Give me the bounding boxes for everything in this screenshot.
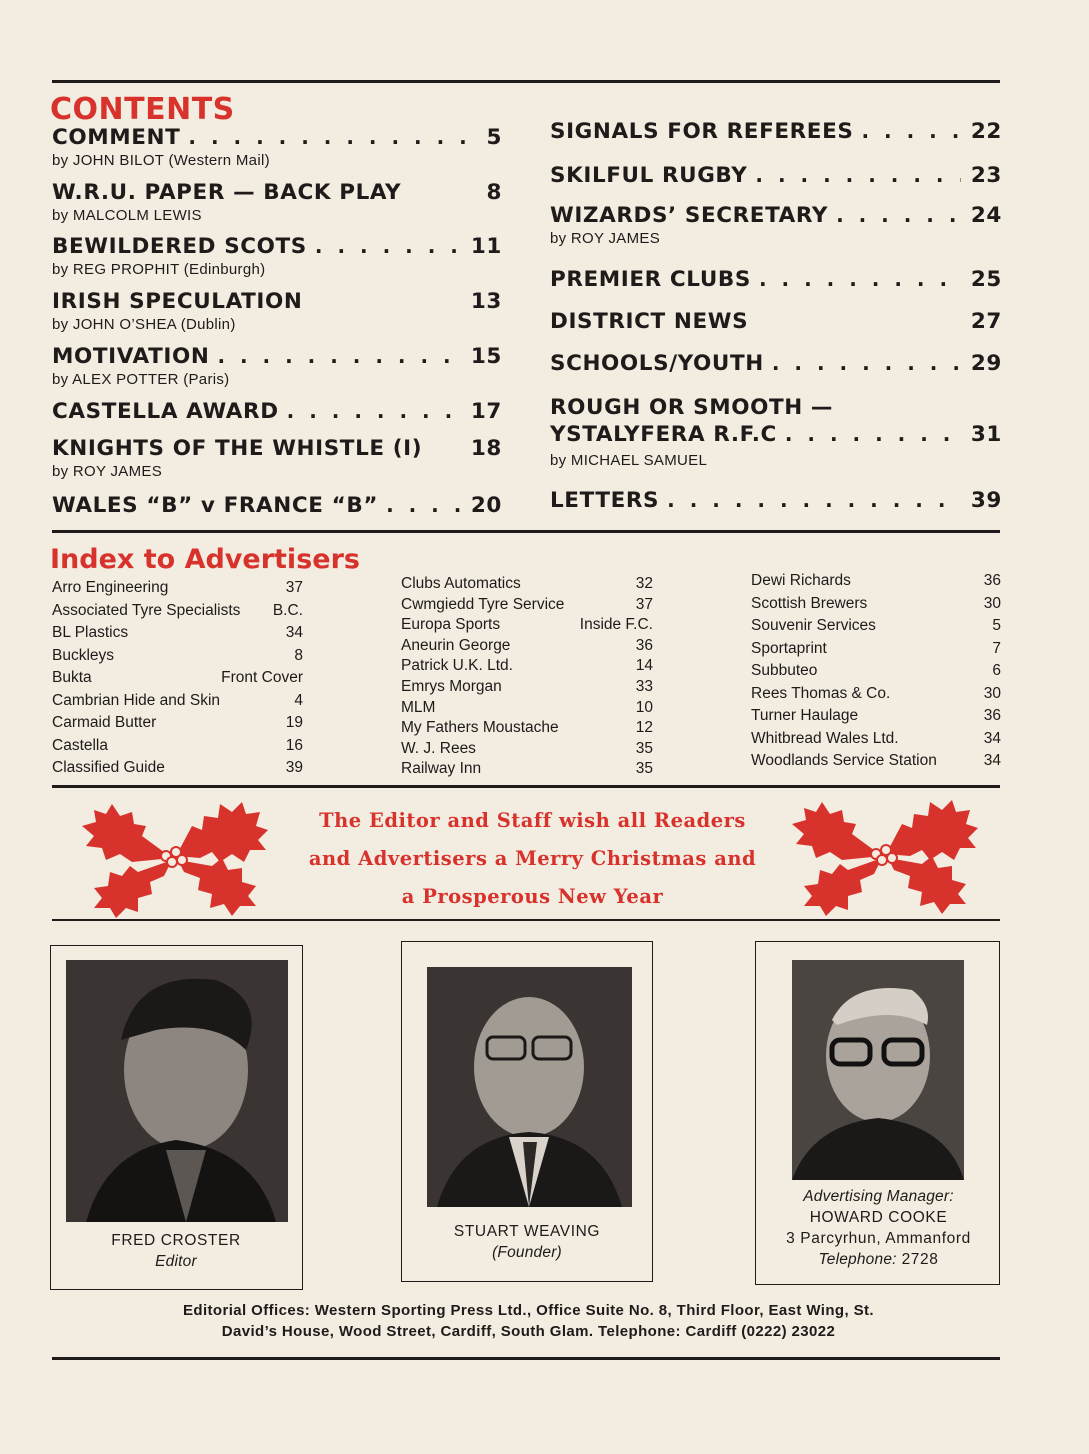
advertiser-name: Turner Haulage <box>751 707 859 724</box>
advertiser-row[interactable] <box>401 636 653 657</box>
entry-title: LETTERS <box>550 488 660 513</box>
contents-entry[interactable] <box>550 118 1002 162</box>
entry-page: 20 <box>470 493 502 518</box>
holly-icon <box>782 794 987 918</box>
contents-entry[interactable] <box>550 308 1002 350</box>
entry-page: 39 <box>970 488 1002 513</box>
entry-title: SIGNALS FOR REFEREES <box>550 119 854 144</box>
entry-title: BEWILDERED SCOTS <box>52 234 307 259</box>
advertiser-page: 4 <box>294 691 303 709</box>
entry-title: W.R.U. PAPER — BACK PLAY <box>52 180 402 205</box>
advertiser-row[interactable] <box>401 677 653 698</box>
person-role: (Founder) <box>492 1244 562 1261</box>
advertiser-name: Patrick U.K. Ltd. <box>401 657 513 675</box>
dot-leader <box>188 124 476 151</box>
entry-byline: by ROY JAMES <box>550 230 661 247</box>
advertiser-row[interactable] <box>52 735 303 758</box>
advertiser-name: Cambrian Hide and Skin <box>52 691 221 709</box>
dot-leader <box>667 487 961 514</box>
dot-leader <box>755 162 960 189</box>
dot-leader <box>386 492 461 519</box>
entry-page: 25 <box>970 267 1002 292</box>
footer-line: David’s House, Wood Street, Cardiff, South Glam. Telephone: Cardiff (0222) 23022 <box>221 1323 836 1340</box>
advertiser-row[interactable] <box>401 574 653 595</box>
advertiser-name: W. J. Rees <box>401 739 476 757</box>
entry-page: 13 <box>470 289 502 314</box>
advertiser-page: 34 <box>983 729 1001 747</box>
entry-title: WIZARDS’ SECRETARY <box>550 203 829 228</box>
greeting-line: a Prosperous New Year <box>401 885 664 908</box>
advertiser-row[interactable] <box>52 667 303 690</box>
advertiser-row[interactable] <box>751 750 1001 773</box>
advertiser-row[interactable] <box>52 712 303 735</box>
advertising-manager-card <box>755 941 1000 1285</box>
editorial-offices <box>56 1300 1001 1342</box>
advertiser-page: 35 <box>635 739 653 757</box>
advertiser-page: 37 <box>635 595 653 613</box>
footer-line: Editorial Offices: Western Sporting Press Ltd., Office Suite No. 8, Third Floor, East Wing, St. <box>182 1302 874 1319</box>
contents-entry[interactable] <box>52 398 502 435</box>
advertiser-page: 8 <box>294 646 303 664</box>
advertiser-page: 33 <box>635 677 653 695</box>
advertiser-name: Cwmgiedd Tyre Service <box>401 595 565 613</box>
advertiser-page: 16 <box>285 736 303 754</box>
dot-leader <box>217 343 460 370</box>
advertiser-row[interactable] <box>751 570 1001 593</box>
advertiser-name: Classified Guide <box>52 759 165 776</box>
advertiser-name: Castella <box>52 736 108 754</box>
entry-page: 23 <box>970 163 1002 188</box>
founder-card <box>401 941 653 1282</box>
entry-page: 31 <box>970 422 1002 447</box>
contents-entry[interactable] <box>550 487 1002 517</box>
contents-entry[interactable] <box>52 343 502 398</box>
dot-leader <box>287 398 461 425</box>
dot-leader <box>836 202 961 229</box>
contents-right-column <box>550 118 1002 517</box>
entry-page: 24 <box>970 203 1002 228</box>
advertiser-row[interactable] <box>52 757 303 780</box>
entry-page: 8 <box>486 180 502 205</box>
person-name: HOWARD COOKE <box>809 1209 948 1226</box>
entry-title: COMMENT <box>52 125 181 150</box>
entry-title: PREMIER CLUBS <box>550 267 751 292</box>
advertiser-page: Inside F.C. <box>579 616 653 634</box>
entry-title: KNIGHTS OF THE WHISTLE (I) <box>52 436 423 461</box>
advertiser-row[interactable] <box>52 600 303 623</box>
advertiser-page: 36 <box>983 572 1001 589</box>
holly-icon <box>72 796 277 920</box>
advertiser-page: 36 <box>635 636 653 654</box>
contents-entry[interactable] <box>52 435 502 492</box>
editor-card <box>50 945 303 1290</box>
advertiser-row[interactable] <box>401 718 653 739</box>
advertiser-row[interactable] <box>751 660 1001 683</box>
advertiser-page: 37 <box>285 579 303 596</box>
entry-byline: by REG PROPHIT (Edinburgh) <box>52 261 266 278</box>
entry-title: ROUGH OR SMOOTH — <box>550 395 834 420</box>
advertiser-page: 10 <box>635 698 653 716</box>
dot-leader <box>861 118 960 145</box>
advertisers-column-3 <box>751 570 1001 773</box>
person-address: 3 Parcyrhun, Ammanford <box>786 1230 971 1247</box>
contents-entry[interactable] <box>550 394 1002 487</box>
advertiser-page: 30 <box>983 594 1001 612</box>
greeting-line: and Advertisers a Merry Christmas and <box>308 847 757 870</box>
advertiser-name: Subbuteo <box>751 662 818 679</box>
entry-byline: by ROY JAMES <box>52 463 163 480</box>
contents-entry[interactable] <box>52 492 502 522</box>
advertiser-row[interactable] <box>401 698 653 719</box>
entry-title: MOTIVATION <box>52 344 210 369</box>
advertiser-page: 12 <box>635 719 653 737</box>
entry-byline: by ALEX POTTER (Paris) <box>52 371 230 388</box>
advertiser-page: 32 <box>635 575 653 592</box>
advertiser-row[interactable] <box>401 739 653 760</box>
entry-title: WALES “B” v FRANCE “B” <box>52 493 379 518</box>
person-role: Editor <box>155 1253 197 1270</box>
entry-title: DISTRICT NEWS <box>550 309 749 334</box>
entry-page: 22 <box>970 119 1002 144</box>
greeting-bottom-rule <box>52 919 1000 921</box>
entry-page: 5 <box>486 125 502 150</box>
advertiser-name: BL Plastics <box>52 624 129 641</box>
contents-entry[interactable] <box>550 266 1002 308</box>
advertiser-row[interactable] <box>751 728 1001 751</box>
entry-title: SKILFUL RUGBY <box>550 163 748 188</box>
advertiser-name: Rees Thomas & Co. <box>751 684 891 702</box>
editor-caption <box>51 1230 301 1272</box>
entry-byline: by MICHAEL SAMUEL <box>550 452 708 469</box>
advertiser-name: Associated Tyre Specialists <box>52 601 241 619</box>
person-phone <box>756 1249 1001 1270</box>
advertiser-row[interactable] <box>52 622 303 645</box>
advertiser-name: Whitbread Wales Ltd. <box>751 729 899 747</box>
contents-entry[interactable] <box>52 124 502 179</box>
entry-title: SCHOOLS/YOUTH <box>550 351 764 376</box>
advertiser-name: Sportaprint <box>751 639 827 657</box>
entry-title: IRISH SPECULATION <box>52 289 303 314</box>
christmas-greeting <box>260 802 805 916</box>
advertiser-row[interactable] <box>52 645 303 668</box>
advertiser-page: 34 <box>285 624 303 641</box>
contents-left-column <box>52 124 502 522</box>
portrait-photo <box>66 960 288 1222</box>
advertiser-page: 36 <box>983 707 1001 724</box>
entry-page: 15 <box>470 344 502 369</box>
advertiser-page: Front Cover <box>221 669 303 686</box>
advertiser-row[interactable] <box>401 615 653 636</box>
advertiser-name: My Fathers Moustache <box>401 719 559 737</box>
advertiser-name: Woodlands Service Station <box>751 752 937 769</box>
advertiser-row[interactable] <box>401 595 653 616</box>
advertiser-page: B.C. <box>272 601 303 619</box>
person-name: FRED CROSTER <box>111 1232 241 1249</box>
advertiser-name: Buckleys <box>52 646 115 664</box>
person-role: Advertising Manager: <box>803 1188 954 1205</box>
advertiser-page: 19 <box>285 714 303 731</box>
dot-leader <box>315 233 461 260</box>
entry-title-line2: YSTALYFERA R.F.C <box>550 422 777 447</box>
advertiser-page: 35 <box>635 760 653 778</box>
advertiser-row[interactable] <box>52 577 303 600</box>
advertiser-page: 39 <box>285 759 303 776</box>
advertiser-name: Dewi Richards <box>751 572 851 589</box>
advertiser-row[interactable] <box>751 615 1001 638</box>
entry-page: 27 <box>970 309 1002 334</box>
contents-heading: CONTENTS <box>50 92 235 127</box>
advertiser-page: 5 <box>992 617 1001 634</box>
phone-number: 2728 <box>901 1251 939 1268</box>
advertiser-name: MLM <box>401 698 436 716</box>
entry-byline: by JOHN O’SHEA (Dublin) <box>52 316 236 333</box>
entry-page: 18 <box>470 436 502 461</box>
portrait-photo <box>427 967 632 1207</box>
advertiser-name: Carmaid Butter <box>52 714 157 731</box>
advertiser-name: Souvenir Services <box>751 617 876 634</box>
contents-entry[interactable] <box>52 179 502 233</box>
phone-label: Telephone: <box>818 1251 897 1268</box>
bottom-rule <box>52 1357 1000 1360</box>
advertiser-name: Europa Sports <box>401 616 501 634</box>
person-name: STUART WEAVING <box>453 1223 601 1240</box>
advertisers-heading: Index to Advertisers <box>50 544 360 575</box>
advertiser-row[interactable] <box>401 759 653 780</box>
contents-entry[interactable] <box>52 288 502 343</box>
founder-caption <box>402 1221 652 1263</box>
advertiser-row[interactable] <box>751 683 1001 706</box>
advertiser-row[interactable] <box>751 638 1001 661</box>
portrait-photo <box>792 960 964 1180</box>
advertiser-page: 7 <box>992 639 1001 657</box>
advertiser-row[interactable] <box>751 593 1001 616</box>
advertiser-row[interactable] <box>751 705 1001 728</box>
advertiser-name: Aneurin George <box>401 636 511 654</box>
advertiser-name: Bukta <box>52 669 92 686</box>
dot-leader <box>759 266 961 293</box>
dot-leader <box>772 350 961 377</box>
entry-page: 11 <box>470 234 502 259</box>
advertiser-row[interactable] <box>401 656 653 677</box>
advertiser-page: 34 <box>983 752 1001 769</box>
entry-page: 29 <box>970 351 1002 376</box>
advertiser-page: 14 <box>635 657 653 675</box>
contents-entry[interactable] <box>550 202 1002 266</box>
entry-byline: by JOHN BILOT (Western Mail) <box>52 152 270 169</box>
entry-page: 17 <box>470 399 502 424</box>
dot-leader <box>785 421 961 448</box>
advertisers-bottom-rule <box>52 785 1000 788</box>
top-rule <box>52 80 1000 83</box>
advertising-manager-caption <box>756 1186 1001 1270</box>
greeting-line: The Editor and Staff wish all Readers <box>319 809 746 832</box>
advertiser-name: Railway Inn <box>401 760 482 778</box>
contents-bottom-rule <box>52 530 1000 533</box>
advertiser-page: 6 <box>992 662 1001 679</box>
advertiser-name: Emrys Morgan <box>401 677 502 695</box>
contents-entry[interactable] <box>550 162 1002 202</box>
advertisers-column-1 <box>52 577 303 780</box>
advertiser-row[interactable] <box>52 690 303 713</box>
entry-title: CASTELLA AWARD <box>52 399 279 424</box>
contents-entry[interactable] <box>52 233 502 288</box>
advertisers-column-2 <box>401 574 653 780</box>
advertiser-page: 30 <box>983 684 1001 702</box>
contents-entry[interactable] <box>550 350 1002 394</box>
advertiser-name: Scottish Brewers <box>751 594 868 612</box>
entry-byline: by MALCOLM LEWIS <box>52 207 202 224</box>
advertiser-name: Clubs Automatics <box>401 575 521 592</box>
advertiser-name: Arro Engineering <box>52 579 169 596</box>
